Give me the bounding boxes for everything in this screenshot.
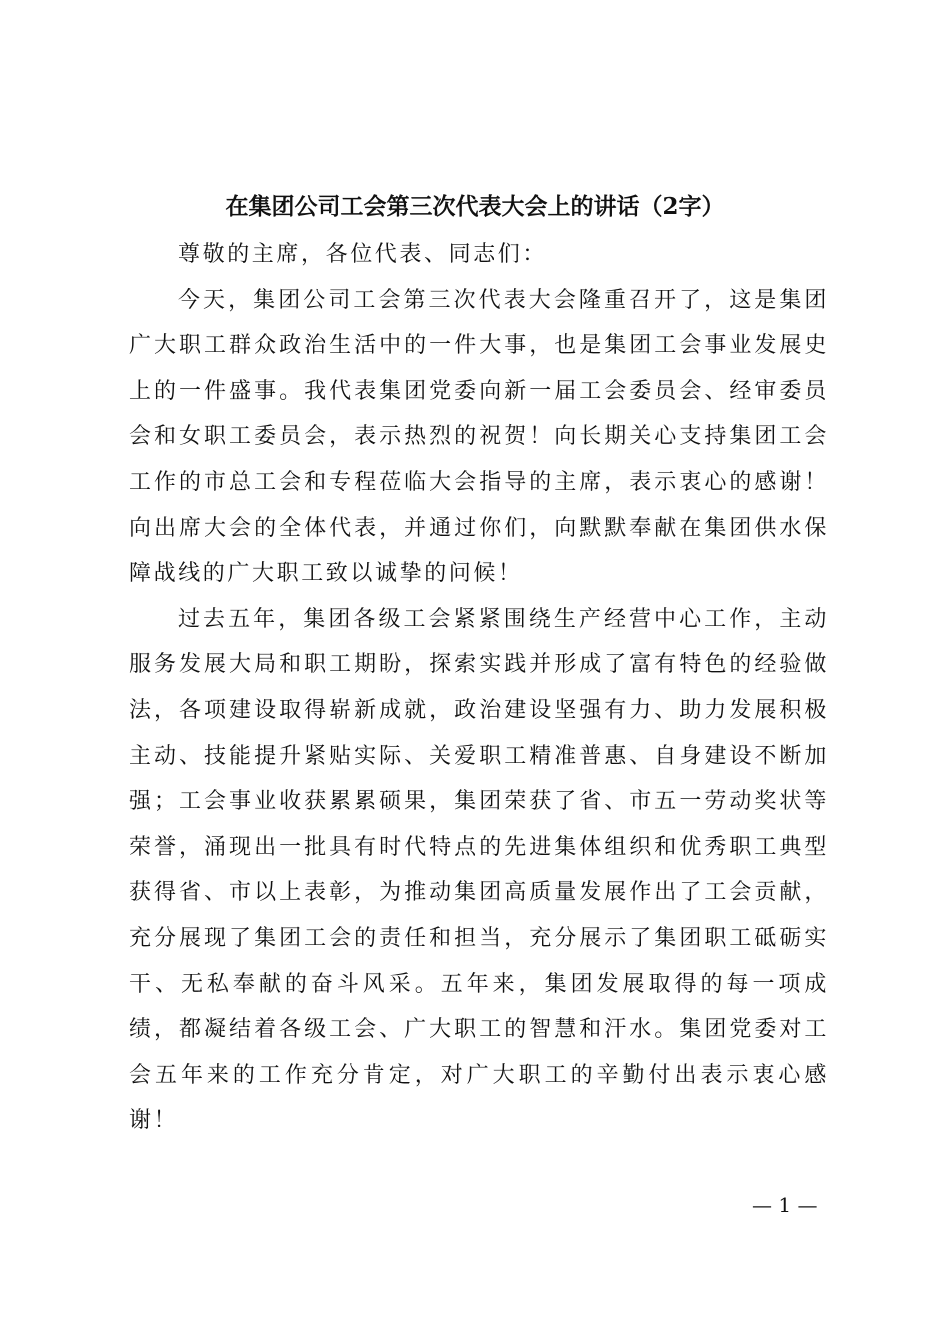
body-paragraph-2: 过去五年，集团各级工会紧紧围绕生产经营中心工作，主动服务发展大局和职工期盼，探索实践并形成了富有特色的经验做法，各项建设取得崭新成就，政治建设坚强有力、助力发展积极主动、技能提升紧贴实际、关爱职工精准普惠、自身建设不断加强；工会事业收获累累硕果，集团荣获了省、市五一劳动奖状等荣誉，涌现出一批具有时代特点的先进集体组织和优秀职工典型获得省、市以上表彰，为推动集团高质量发展作出了工会贡献，充分展现了集团工会的责任和担当，充分展示了集团职工砥砺实干、无私奉献的奋斗风采。五年来，集团发展取得的每一项成绩，都凝结着各级工会、广大职工的智慧和汗水。集团党委对工会五年来的工作充分肯定，对广大职工的辛勤付出表示衷心感谢！: [129, 606, 829, 1134]
body-paragraph-1: 今天，集团公司工会第三次代表大会隆重召开了，这是集团广大职工群众政治生活中的一件大事，也是集团工会事业发展史上的一件盛事。我代表集团党委向新一届工会委员会、经审委员会和女职工委员会，表示热烈的祝贺！向长期关心支持集团工会工作的市总工会和专程莅临大会指导的主席，表示衷心的感谢！向出席大会的全体代表，并通过你们，向默默奉献在集团供水保障战线的广大职工致以诚挚的问候！: [129, 287, 829, 587]
document-body: [129, 232, 829, 1144]
document-title: 在集团公司工会第三次代表大会上的讲话（2字）: [225, 193, 725, 220]
page-number: — 1 —: [752, 1193, 818, 1217]
salutation: 尊敬的主席，各位代表、同志们：: [178, 242, 548, 267]
